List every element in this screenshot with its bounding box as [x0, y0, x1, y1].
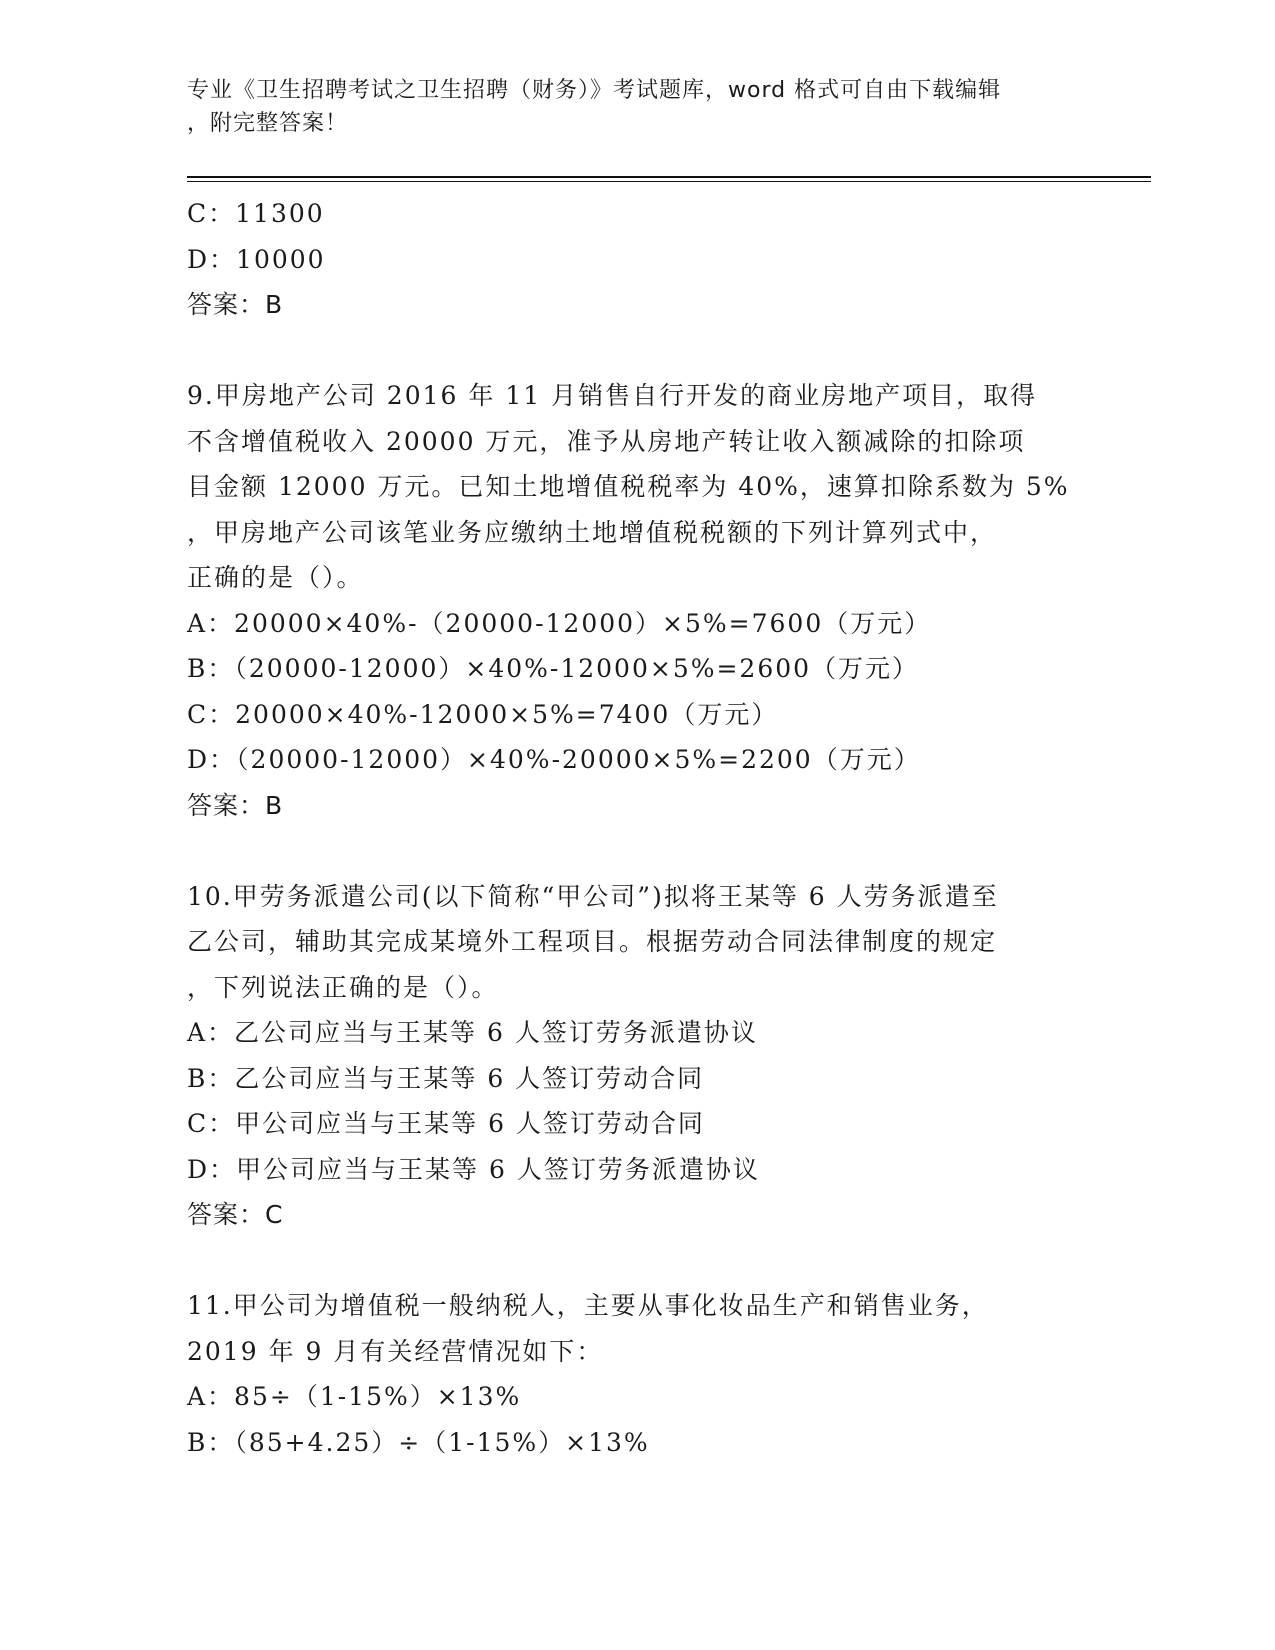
option-c: C：甲公司应当与王某等 6 人签订劳动合同 — [187, 1109, 705, 1138]
question-stem-line: 正确的是（）。 — [187, 563, 364, 592]
question-stem-line: 10.甲劳务派遣公司(以下简称“甲公司”)拟将王某等 6 人劳务派遣至 — [187, 881, 999, 911]
answer: 答案：B — [187, 290, 284, 319]
option-a: A：20000×40%-（20000-12000）×5%=7600（万元） — [187, 608, 932, 638]
question-stem-line: 9.甲房地产公司 2016 年 11 月销售自行开发的商业房地产项目，取得 — [187, 381, 1038, 410]
question-body — [187, 191, 1087, 1465]
question-stem-line: ，下列说法正确的是（）。 — [187, 972, 499, 1002]
spacer — [187, 828, 1087, 874]
question-stem-line: 11.甲公司为增值税一般纳税人，主要从事化妆品生产和销售业务， — [187, 1291, 989, 1320]
spacer — [187, 328, 1087, 374]
option-d: D：甲公司应当与王某等 6 人签订劳务派遣协议 — [187, 1154, 760, 1184]
question-stem-line: 不含增值税收入 20000 万元，准予从房地产转让收入额减除的扣除项 — [187, 426, 1026, 456]
question-stem-line: 乙公司，辅助其完成某境外工程项目。根据劳动合同法律制度的规定 — [187, 927, 998, 956]
header-rule-thick — [187, 176, 1151, 178]
header-line: ，附完整答案！ — [187, 111, 349, 136]
question-10 — [187, 874, 1087, 1238]
answer: 答案：C — [187, 1200, 284, 1229]
question-11 — [187, 1283, 1087, 1465]
option-b: B：乙公司应当与王某等 6 人签订劳动合同 — [187, 1063, 705, 1093]
option-c: C：11300 — [187, 199, 325, 228]
option-d: D：（20000-12000）×40%-20000×5%=2200（万元） — [187, 745, 921, 774]
question-stem-line: ，甲房地产公司该笔业务应缴纳土地增值税税额的下列计算列式中， — [187, 517, 998, 547]
option-c: C：20000×40%-12000×5%=7400（万元） — [187, 699, 779, 729]
spacer — [187, 1238, 1087, 1284]
option-d: D：10000 — [187, 244, 326, 274]
option-a: A：乙公司应当与王某等 6 人签订劳务派遣协议 — [187, 1018, 758, 1047]
option-b: B：（85+4.25）÷（1-15%）×13% — [187, 1427, 650, 1457]
header-line: 专业《卫生招聘考试之卫生招聘（财务）》考试题库，word 格式可自由下载编辑 — [187, 78, 1002, 103]
page-header — [187, 74, 1087, 140]
header-rule-thin — [187, 181, 1151, 182]
question-9 — [187, 373, 1087, 828]
answer: 答案：B — [187, 790, 284, 820]
question-stem-line: 目金额 12000 万元。已知土地增值税税率为 40%，速算扣除系数为 5% — [187, 472, 1070, 501]
option-b: B：（20000-12000）×40%-12000×5%=2600（万元） — [187, 654, 920, 683]
question-stem-line: 2019 年 9 月有关经营情况如下： — [187, 1336, 604, 1366]
option-a: A：85÷（1-15%）×13% — [187, 1382, 522, 1411]
